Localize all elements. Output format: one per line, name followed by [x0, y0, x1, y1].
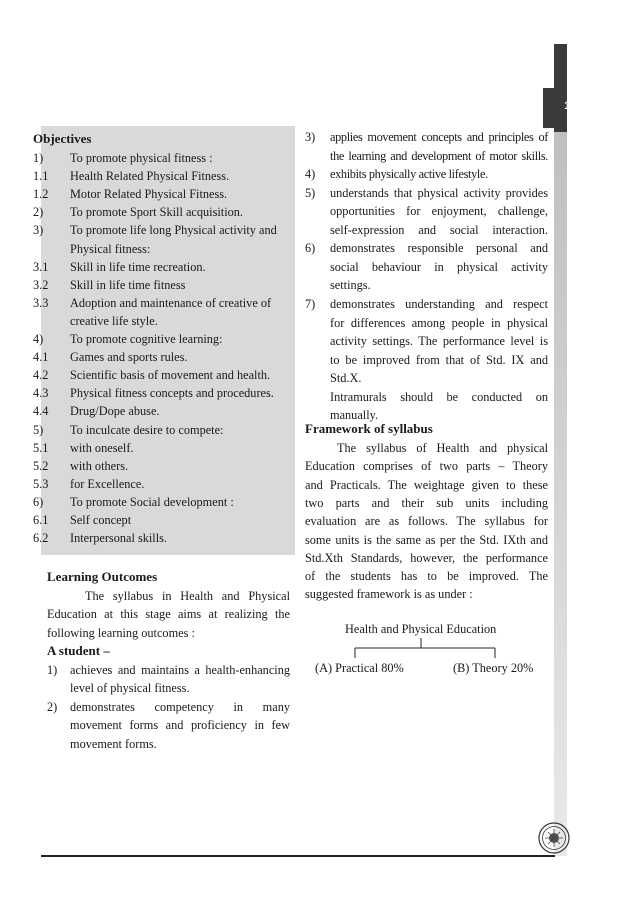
objective-item-8-text: Adoption and maintenance of creative of	[70, 295, 272, 310]
objective-item-14-number: 4.4	[33, 404, 49, 419]
objective-item-12-number: 4.2	[33, 368, 49, 383]
outcome-continued-number: 3)	[305, 130, 316, 144]
outcome-continued-text: for differences among people in physical	[330, 315, 548, 330]
objective-item-15-number: 5)	[33, 422, 44, 437]
learning-outcomes-title: Learning Outcomes	[47, 569, 158, 584]
outcome-continued-text: activity settings. The performance level is	[330, 334, 548, 349]
framework-title: Framework of syllabus	[305, 421, 433, 436]
objective-item-18-number: 5.3	[33, 476, 49, 491]
outcome-continued-text: applies movement concepts and principles of	[330, 130, 548, 144]
objective-item-19-text: To promote Social development :	[70, 494, 234, 509]
objective-item-5-text: Physical fitness:	[70, 241, 151, 256]
objective-item-13-number: 4.3	[33, 386, 49, 401]
outcome-continued-number: 5)	[305, 185, 316, 200]
objective-item-0-number: 1)	[33, 151, 44, 165]
objective-item-20-number: 6.1	[33, 513, 49, 527]
sidebar-gradient-band	[554, 132, 567, 856]
outcome-continued-text: Intramurals should be conducted on	[330, 389, 548, 404]
framework-paragraph-line: some units is the same as per the Std. IXth and	[305, 532, 548, 547]
objective-item-1-text: Health Related Physical Fitness.	[70, 169, 230, 184]
objective-item-3-number: 2)	[33, 205, 44, 220]
outcome-continued-text: demonstrates understanding and respect	[330, 296, 548, 311]
objective-item-6-number: 3.1	[33, 259, 49, 274]
objective-item-11-text: Games and sports rules.	[70, 350, 188, 365]
objective-item-17-text: with others.	[70, 458, 129, 473]
objective-item-6-text: Skill in life time recreation.	[70, 259, 206, 274]
objective-item-16-text: with oneself.	[70, 440, 134, 455]
objective-item-2-number: 1.2	[33, 187, 49, 202]
objective-item-9-text: creative life style.	[70, 313, 158, 328]
outcome-continued-text: understands that physical activity provides	[330, 185, 548, 200]
learning-outcomes-subheading: A student –	[47, 643, 110, 658]
framework-paragraph-line: of the students has to be improved. The	[305, 569, 548, 584]
objective-item-3-text: To promote Sport Skill acquisition.	[70, 205, 243, 220]
learning-outcomes-intro-line: following learning outcomes :	[47, 625, 195, 640]
objective-item-13-text: Physical fitness concepts and procedures.	[70, 386, 274, 401]
outcome-continued-text: exhibits physically active lifestyle.	[330, 167, 488, 182]
learning-outcome-text: demonstrates competency in many	[70, 699, 290, 714]
syllabus-framework-diagram	[305, 618, 555, 688]
objective-item-11-number: 4.1	[33, 350, 49, 365]
objective-item-0-text: To promote physical fitness :	[70, 151, 213, 165]
board-emblem-icon	[538, 822, 570, 854]
objective-item-4-number: 3)	[33, 223, 44, 238]
objective-item-14-text: Drug/Dope abuse.	[70, 404, 160, 419]
outcome-continued-number: 6)	[305, 241, 316, 256]
objective-item-7-number: 3.2	[33, 277, 49, 292]
learning-outcome-text: movement forms.	[70, 736, 157, 751]
objective-item-7-text: Skill in life time fitness	[70, 277, 186, 292]
objective-item-1-number: 1.1	[33, 169, 49, 184]
learning-outcomes-intro-line: The syllabus in Health and Physical	[85, 588, 290, 603]
learning-outcome-text: level of physical fitness.	[70, 681, 190, 695]
framework-paragraph-line: evaluation are as follows. The syllabus for	[305, 514, 548, 529]
learning-outcome-text: achieves and maintains a health-enhancing	[70, 662, 290, 677]
objective-item-8-number: 3.3	[33, 295, 49, 310]
diagram-practical-label: (A) Practical 80%	[315, 661, 404, 675]
framework-paragraph-line: suggested framework is as under :	[305, 587, 473, 602]
outcome-continued-text: the learning and development of motor skills.	[330, 148, 548, 163]
outcome-continued-text: social behaviour in physical activity	[330, 259, 548, 274]
objective-item-12-text: Scientific basis of movement and health.	[70, 368, 271, 383]
learning-outcome-number: 1)	[47, 662, 58, 677]
framework-paragraph-line: Education comprises of two parts – Theory	[305, 459, 548, 474]
framework-paragraph-line: Std.Xth Standards, however, the performance	[305, 550, 548, 565]
objective-item-21-text: Interpersonal skills.	[70, 531, 167, 546]
diagram-root-label: Health and Physical Education	[345, 622, 497, 636]
outcome-continued-text: manually.	[330, 408, 379, 423]
learning-outcomes-intro-line: Education at this stage aims at realizing the	[47, 607, 290, 621]
objective-item-21-number: 6.2	[33, 531, 49, 546]
outcome-continued-text: opportunities for enjoyment, challenge,	[330, 204, 548, 219]
outcome-continued-number: 4)	[305, 167, 316, 182]
objectives-title: Objectives	[33, 131, 92, 146]
learning-outcome-text: movement forms and proficiency in few	[70, 718, 290, 732]
objective-item-16-number: 5.1	[33, 440, 49, 455]
objective-item-10-number: 4)	[33, 332, 44, 346]
objective-item-20-text: Self concept	[70, 513, 132, 527]
objective-item-2-text: Motor Related Physical Fitness.	[70, 187, 228, 202]
outcome-continued-text: demonstrates responsible personal and	[330, 241, 548, 256]
framework-paragraph-line: The syllabus of Health and physical	[337, 441, 548, 455]
outcome-continued-text: Std.X.	[330, 371, 362, 386]
objective-item-10-text: To promote cognitive learning:	[70, 332, 223, 346]
page-sidebar	[554, 44, 567, 856]
outcome-continued-text: settings.	[330, 278, 371, 293]
objective-item-4-text: To promote life long Physical activity and	[70, 223, 277, 238]
outcome-continued-number: 7)	[305, 296, 316, 311]
objective-item-18-text: for Excellence.	[70, 476, 145, 491]
objective-item-19-number: 6)	[33, 494, 44, 509]
objective-item-17-number: 5.2	[33, 458, 49, 473]
learning-outcome-number: 2)	[47, 699, 58, 714]
outcome-continued-text: self-expression and social interaction.	[330, 222, 548, 237]
objective-item-15-text: To inculcate desire to compete:	[70, 422, 224, 437]
footer-rule	[41, 855, 555, 857]
framework-paragraph-line: two parts and their sub units including	[305, 495, 548, 510]
diagram-theory-label: (B) Theory 20%	[453, 661, 534, 675]
page-number: 11	[564, 100, 576, 112]
outcome-continued-text: to be improved from that of Std. IX and	[330, 352, 548, 367]
framework-paragraph-line: and Practicals. The weightage given to these	[305, 477, 548, 492]
diagram-connectors	[305, 618, 555, 688]
